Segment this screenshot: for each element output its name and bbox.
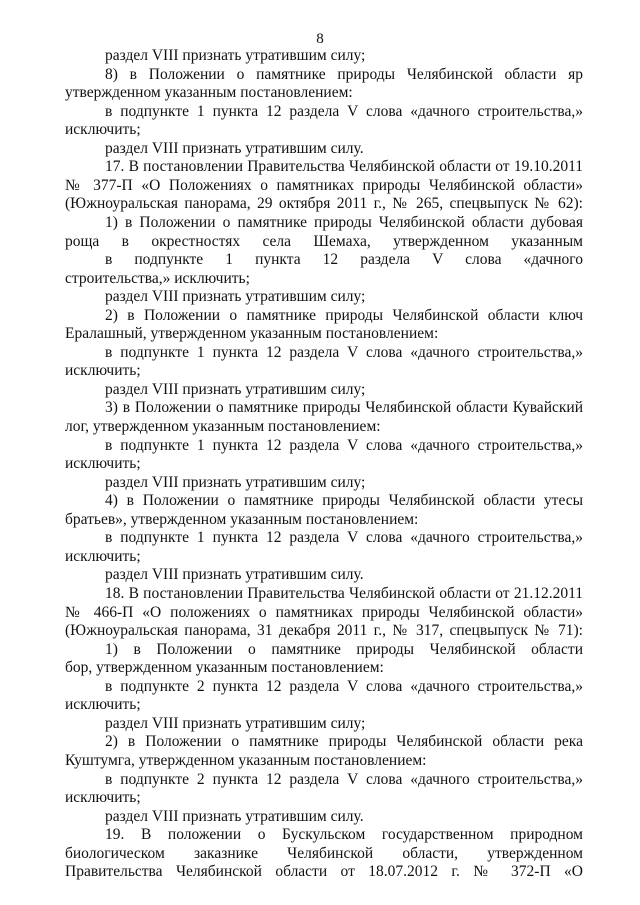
text-line: 18. В постановлении Правительства Челябинской области от 21.12.2011 — [105, 585, 583, 602]
text-line: бор, утвержденном указанным постановлением: — [65, 659, 384, 677]
text-line: в подпункте 2 пункта 12 раздела V слова «дачного строительства,» — [105, 770, 583, 788]
text-line: раздел VIII признать утратившим силу; — [105, 288, 366, 306]
text-line: лог, утвержденном указанным постановлением: — [65, 418, 381, 435]
text-line: биологическом заказнике Челябинской области, утвержденном — [65, 844, 583, 862]
text-line: (Южноуральская панорама, 29 октября 2011 г., № 265, спецвыпуск № 62): — [65, 195, 583, 213]
text-line: 2) в Положении о памятнике природы Челябинской области река — [105, 733, 583, 751]
text-line: в подпункте 1 пункта 12 раздела V слова «дачного строительства,» — [105, 102, 583, 120]
text-line: раздел VIII признать утратившим силу; — [105, 714, 366, 732]
text-line: Куштумга, утвержденном указанным постановлением: — [65, 751, 427, 769]
text-line: утвержденном указанным постановлением: — [65, 84, 353, 102]
text-line: строительства,» исключить; — [65, 269, 250, 287]
text-line: № 377-П «О Положениях о памятниках природы Челябинской области» — [65, 176, 583, 194]
text-line: раздел VIII признать утратившим силу; — [105, 47, 366, 64]
text-line: исключить; — [65, 547, 141, 565]
text-line: 1) в Положении о памятнике природы Челябинской области дубовая — [105, 214, 583, 231]
text-line: раздел VIII признать утратившим силу. — [105, 566, 364, 584]
text-line: исключить; — [65, 696, 141, 714]
page-number: 8 — [316, 31, 324, 47]
text-line: 4) в Положении о памятнике природы Челябинской области утесы — [105, 492, 583, 510]
text-line: исключить; — [65, 455, 141, 473]
text-line: раздел VIII признать утратившим силу; — [105, 380, 366, 398]
text-line: братьев», утвержденном указанным постановлением: — [65, 510, 419, 528]
text-line: в подпункте 1 пункта 12 раздела V слова «дачного — [105, 251, 583, 269]
text-line: роща в окрестностях села Шемаха, утвержденном указанным — [65, 232, 583, 250]
text-line: 1) в Положении о памятнике природы Челябинской области — [105, 640, 583, 658]
text-line: исключить; — [65, 789, 141, 806]
text-line: № 466-П «О положениях о памятниках природы Челябинской области» — [65, 603, 583, 621]
text-line: в подпункте 1 пункта 12 раздела V слова «дачного строительства,» — [105, 529, 583, 547]
text-line: в подпункте 2 пункта 12 раздела V слова «дачного строительства,» — [105, 677, 583, 695]
text-line: 3) в Положении о памятнике природы Челябинской области Кувайский — [105, 399, 583, 417]
text-line: Ералашный, утвержденном указанным постановлением: — [65, 325, 439, 343]
text-line: в подпункте 1 пункта 12 раздела V слова «дачного строительства,» — [105, 343, 583, 361]
text-line: раздел VIII признать утратившим силу; — [105, 473, 366, 491]
text-line: 8) в Положении о памятнике природы Челябинской области яр — [105, 65, 583, 83]
text-line: исключить; — [65, 121, 141, 139]
text-line: (Южноуральская панорама, 31 декабря 2011 г., № 317, спецвыпуск № 71): — [65, 622, 583, 640]
text-line: 19. В положении о Бускульском государственном природном — [105, 826, 583, 844]
text-line: раздел VIII признать утратившим силу. — [105, 139, 364, 157]
text-line: 17. В постановлении Правительства Челябинской области от 19.10.2011 — [105, 158, 583, 176]
text-line: исключить; — [65, 362, 141, 380]
text-line: 2) в Положении о памятнике природы Челябинской области ключ — [105, 306, 583, 324]
text-line: Правительства Челябинской области от 18.07.2012 г. № 372-П «О — [65, 863, 583, 881]
text-line: в подпункте 1 пункта 12 раздела V слова «дачного строительства,» — [105, 436, 583, 454]
text-line: раздел VIII признать утратившим силу. — [105, 807, 364, 825]
